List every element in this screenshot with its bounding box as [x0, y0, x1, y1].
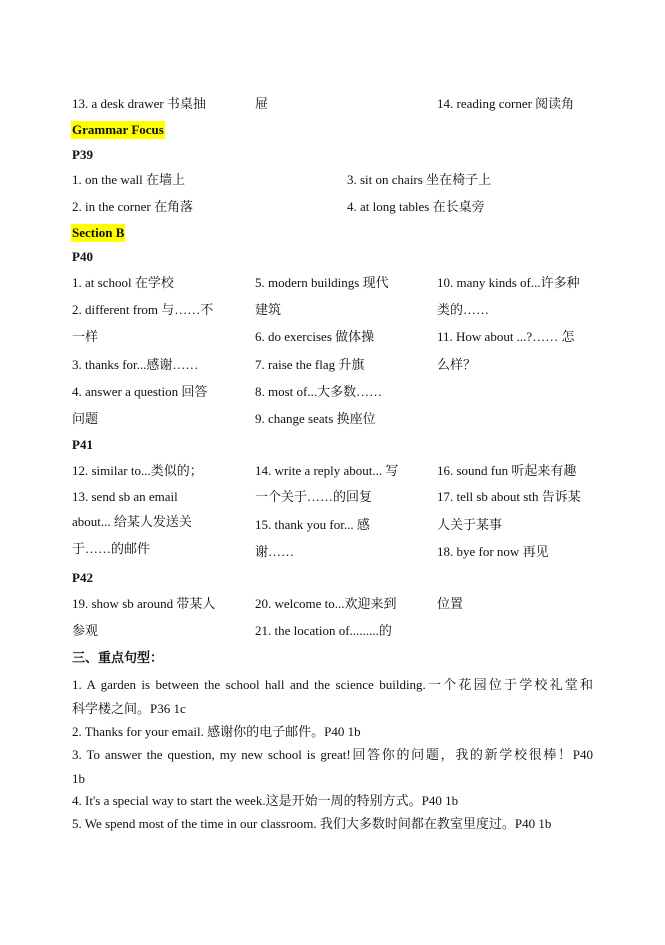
p40-col3-line: 11. How about ...?…… 怎: [437, 329, 575, 344]
p40-col1-line: 3. thanks for...感谢……: [72, 357, 199, 372]
p41-col2-line: 谢……: [255, 544, 295, 559]
phrase-13-part2: 屉: [255, 96, 269, 111]
gf-item-2: 2. in the corner 在角落: [72, 199, 193, 214]
p40-col1-line: 4. answer a question 回答: [72, 384, 208, 399]
key-sentence-line: 3. To answer the question, my new school is great!回答你的问题，我的新学校很棒！P40: [72, 747, 593, 762]
key-sentence-line: 1b: [72, 771, 85, 786]
grammar-focus-heading: Grammar Focus: [72, 122, 164, 137]
p40-col2-line: 7. raise the flag 升旗: [255, 357, 365, 372]
p41-col2-line: 一个关于……的回复: [255, 489, 373, 504]
key-sentence-line: 科学楼之间。P36 1c: [72, 701, 186, 716]
p41-col1-line: 13. send sb an email: [72, 489, 178, 504]
section-b-heading: Section B: [72, 225, 125, 240]
key-sentence-line: 4. It's a special way to start the week.这是开始一周的特别方式。P40 1b: [72, 793, 459, 808]
key-sentence-line: 1. A garden is between the school hall and the science building.一个花园位于学校礼堂和: [72, 677, 593, 692]
p42-col1-line: 19. show sb around 带某人: [72, 596, 216, 611]
p41-col1-line: 12. similar to...类似的；: [72, 463, 203, 478]
p40-col2-line: 5. modern buildings 现代: [255, 275, 389, 290]
p40-col1-line: 问题: [72, 411, 99, 426]
p41-col2-line: 15. thank you for... 感: [255, 517, 370, 532]
p41-col1-line: about... 给某人发送关: [72, 514, 192, 529]
p40-col3-line: 么样？: [437, 357, 477, 372]
p40-col3-line: 类的……: [437, 302, 490, 317]
gf-item-3: 3. sit on chairs 坐在椅子上: [347, 172, 492, 187]
p40-col1-line: 2. different from 与……不: [72, 302, 214, 317]
phrase-13-part1: 13. a desk drawer 书桌抽: [72, 96, 206, 111]
p42-col2-line: 20. welcome to...欢迎来到: [255, 596, 397, 611]
p40-col2-line: 8. most of...大多数……: [255, 384, 383, 399]
p40-col2-line: 9. change seats 换座位: [255, 411, 376, 426]
key-sentence-line: 5. We spend most of the time in our classroom. 我们大多数时间都在教室里度过。P40 1b: [72, 816, 552, 831]
p41-col3-line: 18. bye for now 再见: [437, 544, 549, 559]
p41-col1-line: 于……的邮件: [72, 541, 151, 556]
p40-col1-line: 1. at school 在学校: [72, 275, 174, 290]
key-sentence-line: 2. Thanks for your email. 感谢你的电子邮件。P40 1b: [72, 724, 361, 739]
gf-item-1: 1. on the wall 在墙上: [72, 172, 186, 187]
page-label-p39: P39: [72, 147, 93, 162]
p42-col3-line: 位置: [437, 596, 464, 611]
phrase-14: 14. reading corner 阅读角: [437, 96, 575, 111]
p42-col2-line: 21. the location of.........的: [255, 623, 392, 638]
page-label-p41: P41: [72, 437, 93, 452]
p41-col2-line: 14. write a reply about... 写: [255, 463, 399, 478]
p40-col2-line: 建筑: [255, 302, 282, 317]
p40-col3-line: 10. many kinds of...许多种: [437, 275, 580, 290]
p41-col3-line: 人关于某事: [437, 517, 503, 532]
page-label-p40: P40: [72, 249, 93, 264]
p41-col3-line: 16. sound fun 听起来有趣: [437, 463, 577, 478]
p40-col2-line: 6. do exercises 做体操: [255, 329, 375, 344]
key-sentences-heading: 三、重点句型：: [72, 650, 164, 665]
p40-col1-line: 一样: [72, 329, 99, 344]
page-label-p42: P42: [72, 570, 93, 585]
gf-item-4: 4. at long tables 在长桌旁: [347, 199, 485, 214]
p41-col3-line: 17. tell sb about sth 告诉某: [437, 489, 581, 504]
p42-col1-line: 参观: [72, 623, 99, 638]
